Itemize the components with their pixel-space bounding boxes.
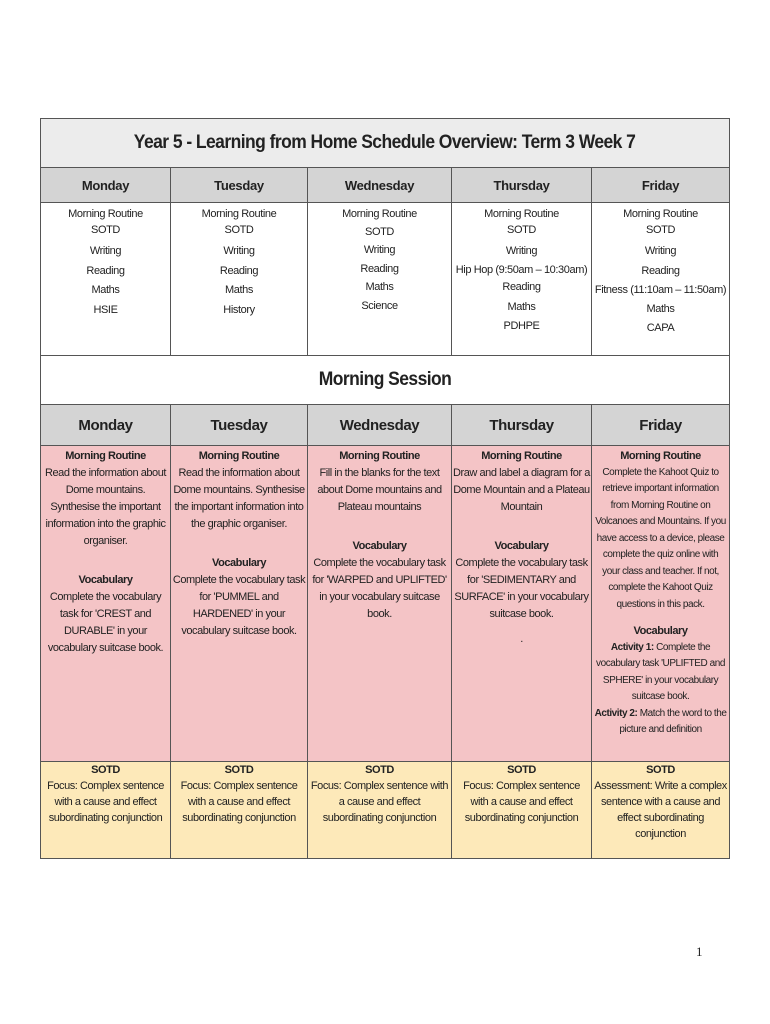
sotd-wednesday	[308, 762, 452, 859]
overview-item: Maths	[646, 302, 675, 315]
overview-thursday	[452, 203, 592, 356]
sotd-tuesday	[171, 762, 308, 859]
overview-item: Writing	[644, 245, 677, 257]
overview-day-header-row	[41, 168, 730, 203]
sotd-thursday	[452, 762, 592, 859]
routine-heading: Morning Routine	[65, 450, 146, 462]
activity-1	[593, 640, 728, 706]
page-number: 1	[696, 944, 703, 959]
overview-item: Fitness (11:10am – 11:50am)	[594, 284, 727, 296]
sotd-heading: SOTD	[646, 764, 675, 776]
overview-item: Writing	[363, 244, 396, 256]
overview-item: Reading	[641, 264, 680, 277]
sotd-row	[41, 762, 730, 859]
overview-item: Reading	[502, 281, 541, 293]
routine-heading: Morning Routine	[481, 450, 562, 462]
activity-2	[593, 706, 728, 739]
sotd-heading: SOTD	[507, 764, 536, 776]
sotd-monday	[41, 762, 171, 859]
overview-item: Morning Routine	[342, 208, 417, 220]
overview-item: Maths	[91, 284, 120, 296]
overview-item: Hip Hop (9:50am – 10:30am)	[455, 263, 588, 276]
vocab-heading: Vocabulary	[78, 574, 133, 586]
morning-monday	[41, 446, 171, 762]
overview-item: Writing	[223, 245, 255, 257]
overview-item: SOTD	[365, 225, 394, 238]
session-day-thursday: Thursday	[452, 405, 592, 446]
overview-friday	[592, 203, 730, 356]
page-title: Year 5 - Learning from Home Schedule Overview: Term 3 Week 7	[134, 132, 636, 153]
stray-dot: .	[520, 633, 523, 645]
overview-item: Writing	[89, 245, 122, 257]
session-day-friday: Friday	[592, 405, 730, 446]
session-day-wednesday: Wednesday	[308, 405, 452, 446]
session-title: Morning Session	[318, 369, 452, 390]
vocab-heading: Vocabulary	[494, 540, 549, 552]
session-title-cell	[41, 356, 730, 405]
sotd-friday	[592, 762, 730, 859]
session-day-header-row	[41, 405, 730, 446]
session-day-monday: Monday	[41, 405, 171, 446]
day-header-monday: Monday	[41, 168, 171, 203]
overview-item: PDHPE	[503, 320, 540, 332]
overview-wednesday	[308, 203, 452, 356]
activity-2-text: Match the word to the picture and definition	[619, 707, 727, 735]
sotd-text: Focus: Complex sentence with a cause and effect subordinating conjunction	[463, 780, 580, 824]
day-header-thursday: Thursday	[452, 168, 592, 203]
schedule-table	[40, 118, 730, 859]
morning-session-row	[41, 446, 730, 762]
overview-monday	[41, 203, 171, 356]
title-cell	[41, 119, 730, 168]
overview-item: Maths	[365, 281, 394, 293]
overview-tuesday	[171, 203, 308, 356]
day-header-wednesday: Wednesday	[308, 168, 452, 203]
morning-tuesday	[171, 446, 308, 762]
activity-2-label: Activity 2:	[594, 707, 638, 719]
overview-item: Reading	[360, 262, 399, 275]
overview-item: SOTD	[646, 223, 675, 236]
overview-item: SOTD	[224, 223, 254, 236]
overview-item: Reading	[219, 264, 259, 277]
overview-item: HSIE	[93, 303, 118, 316]
day-header-friday: Friday	[592, 168, 730, 203]
overview-item: Morning Routine	[623, 208, 698, 220]
sotd-text: Focus: Complex sentence with a cause and effect subordinating conjunction	[180, 780, 298, 824]
overview-item: Science	[361, 299, 398, 312]
overview-item: Morning Routine	[484, 208, 559, 220]
overview-item: Writing	[505, 245, 538, 257]
session-day-tuesday: Tuesday	[171, 405, 308, 446]
morning-thursday	[452, 446, 592, 762]
overview-item: Morning Routine	[201, 208, 277, 220]
vocab-text: Complete the vocabulary task for 'CREST and DURABLE' in your vocabulary suitcase book.	[47, 591, 164, 654]
routine-text: Complete the Kahoot Quiz to retrieve important information from Morning Routine on Volcanoes and Mountains. If you have access to a device, please complete the quiz online with your class and teacher. If not, complete the Kahoot Quiz questions in this pack.	[595, 466, 726, 610]
routine-text: Fill in the blanks for the text about Dome mountains and Plateau mountains	[317, 467, 442, 513]
routine-heading: Morning Routine	[339, 450, 420, 462]
sotd-text: Focus: Complex sentence with a cause and effect subordinating conjunction	[310, 780, 449, 824]
routine-text: Read the information about Dome mountains. Synthesise the important information into the graphic organiser.	[173, 467, 305, 530]
overview-item: Maths	[507, 300, 536, 313]
overview-item: History	[223, 303, 255, 316]
overview-item: SOTD	[507, 223, 536, 236]
morning-wednesday	[308, 446, 452, 762]
activity-1-label: Activity 1:	[610, 641, 654, 653]
sotd-heading: SOTD	[365, 764, 394, 776]
overview-item: SOTD	[91, 223, 120, 236]
sotd-text: Focus: Complex sentence with a cause and effect subordinating conjunction	[47, 780, 164, 824]
overview-item: CAPA	[646, 322, 675, 334]
overview-item: Reading	[86, 264, 125, 277]
day-header-tuesday: Tuesday	[171, 168, 308, 203]
vocab-text: Complete the vocabulary task for 'SEDIMENTARY and SURFACE' in your vocabulary suitcase book.	[454, 557, 589, 620]
overview-row	[41, 203, 730, 356]
routine-heading: Morning Routine	[620, 450, 701, 462]
vocab-heading: Vocabulary	[352, 540, 407, 552]
routine-text: Read the information about Dome mountains. Synthesise the important information into the graphic organiser.	[45, 467, 166, 547]
sotd-text: Assessment: Write a complex sentence with a cause and effect subordinating conjunction	[594, 780, 727, 840]
sotd-heading: SOTD	[91, 764, 120, 776]
sotd-heading: SOTD	[224, 764, 254, 776]
vocab-heading: Vocabulary	[633, 625, 688, 637]
routine-heading: Morning Routine	[198, 450, 280, 462]
overview-item: Maths	[225, 284, 253, 296]
morning-friday	[592, 446, 730, 762]
vocab-text: Complete the vocabulary task for 'WARPED and UPLIFTED' in your vocabulary suitcase book.	[312, 557, 447, 620]
vocab-heading: Vocabulary	[212, 557, 266, 569]
routine-text: Draw and label a diagram for a Dome Mountain and a Plateau Mountain	[453, 467, 590, 513]
vocab-text: Complete the vocabulary task for 'PUMMEL and HARDENED' in your vocabulary suitcase book.	[172, 574, 306, 637]
overview-item: Morning Routine	[68, 208, 143, 220]
activity-1-text: Complete the vocabulary task 'UPLIFTED and SPHERE' in your vocabulary suitcase book.	[596, 641, 725, 702]
